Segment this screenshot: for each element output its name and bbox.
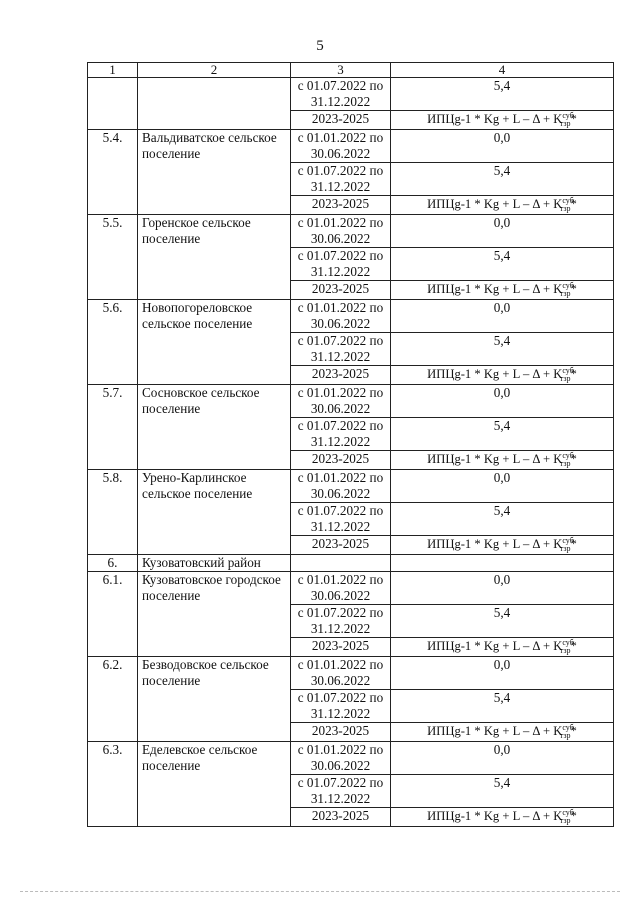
header-col-3: 3 xyxy=(291,63,391,78)
district-row xyxy=(88,555,614,572)
header-col-1: 1 xyxy=(88,63,138,78)
period-cell: 2023-2025 xyxy=(291,536,391,555)
row-number: 5.7. xyxy=(88,385,138,470)
period-cell: 2023-2025 xyxy=(291,808,391,827)
row-name: Вальдиватское сельское поселение xyxy=(138,130,291,215)
formula-main: ИПЦg-1 * Kg + L – Δ + K xyxy=(427,724,563,738)
row-name xyxy=(138,78,291,130)
period-cell: с 01.01.2022 по 30.06.2022 xyxy=(291,657,391,690)
formula-sup: суб xyxy=(562,723,574,732)
formula-cell xyxy=(391,111,614,130)
period-cell: с 01.07.2022 по 31.12.2022 xyxy=(291,163,391,196)
row-name: Новопогореловское сельское поселение xyxy=(138,300,291,385)
formula-sub: тзр xyxy=(559,459,571,468)
period-cell: с 01.07.2022 по 31.12.2022 xyxy=(291,690,391,723)
period-cell: с 01.07.2022 по 31.12.2022 xyxy=(291,333,391,366)
value-cell: 5,4 xyxy=(391,248,614,281)
row-number: 6.2. xyxy=(88,657,138,742)
formula-main: ИПЦg-1 * Kg + L – Δ + K xyxy=(427,197,563,211)
period-cell: 2023-2025 xyxy=(291,281,391,300)
period-cell: с 01.07.2022 по 31.12.2022 xyxy=(291,775,391,808)
row-name: Сосновское сельское поселение xyxy=(138,385,291,470)
formula-sup: суб xyxy=(562,451,574,460)
table-row xyxy=(88,215,614,248)
period-cell: с 01.01.2022 по 30.06.2022 xyxy=(291,742,391,775)
row-name: Кузоватовское городское поселение xyxy=(138,572,291,657)
period-cell: с 01.01.2022 по 30.06.2022 xyxy=(291,470,391,503)
formula-sub: тзр xyxy=(559,544,571,553)
value-cell: 0,0 xyxy=(391,470,614,503)
formula-tail: * xyxy=(570,537,577,551)
row-name: Урено-Карлинское сельское поселение xyxy=(138,470,291,555)
formula-cell xyxy=(391,196,614,215)
row-number: 6.3. xyxy=(88,742,138,827)
value-cell: 0,0 xyxy=(391,300,614,333)
formula-main: ИПЦg-1 * Kg + L – Δ + K xyxy=(427,112,563,126)
formula-sub: тзр xyxy=(559,816,571,825)
formula-sup: суб xyxy=(562,196,574,205)
table-row xyxy=(88,572,614,605)
period-cell: 2023-2025 xyxy=(291,196,391,215)
value-cell: 0,0 xyxy=(391,657,614,690)
header-row xyxy=(88,63,614,78)
period-cell: 2023-2025 xyxy=(291,723,391,742)
formula-sup: суб xyxy=(562,366,574,375)
formula-main: ИПЦg-1 * Kg + L – Δ + K xyxy=(427,452,563,466)
formula-sub: тзр xyxy=(559,289,571,298)
period-cell: 2023-2025 xyxy=(291,111,391,130)
row-number: 5.5. xyxy=(88,215,138,300)
formula-sub: тзр xyxy=(559,374,571,383)
value-cell: 5,4 xyxy=(391,690,614,723)
period-cell: с 01.01.2022 по 30.06.2022 xyxy=(291,385,391,418)
formula-sub: тзр xyxy=(559,119,571,128)
formula-main: ИПЦg-1 * Kg + L – Δ + K xyxy=(427,537,563,551)
period-cell: 2023-2025 xyxy=(291,451,391,470)
formula-tail: * xyxy=(570,452,577,466)
table-row xyxy=(88,742,614,775)
table-row xyxy=(88,130,614,163)
formula-cell xyxy=(391,808,614,827)
formula-sup: суб xyxy=(562,111,574,120)
formula-cell xyxy=(391,723,614,742)
period-cell: с 01.01.2022 по 30.06.2022 xyxy=(291,215,391,248)
header-col-4: 4 xyxy=(391,63,614,78)
row-name: Еделевское сельское поселение xyxy=(138,742,291,827)
period-cell: 2023-2025 xyxy=(291,366,391,385)
period-cell: с 01.07.2022 по 31.12.2022 xyxy=(291,605,391,638)
table-row xyxy=(88,385,614,418)
period-cell: с 01.07.2022 по 31.12.2022 xyxy=(291,78,391,111)
row-number: 6.1. xyxy=(88,572,138,657)
formula-sup: суб xyxy=(562,808,574,817)
row-name: Безводовское сельское поселение xyxy=(138,657,291,742)
value-cell: 5,4 xyxy=(391,775,614,808)
value-cell: 5,4 xyxy=(391,503,614,536)
formula-tail: * xyxy=(570,639,577,653)
row-number: 5.6. xyxy=(88,300,138,385)
formula-cell xyxy=(391,451,614,470)
formula-sub: тзр xyxy=(559,731,571,740)
value-cell: 0,0 xyxy=(391,572,614,605)
value-cell: 5,4 xyxy=(391,418,614,451)
formula-sup: суб xyxy=(562,638,574,647)
table-row xyxy=(88,78,614,111)
formula-sub: тзр xyxy=(559,646,571,655)
period-cell: с 01.07.2022 по 31.12.2022 xyxy=(291,248,391,281)
value-cell: 5,4 xyxy=(391,163,614,196)
value-cell: 0,0 xyxy=(391,385,614,418)
row-number: 5.4. xyxy=(88,130,138,215)
formula-tail: * xyxy=(570,282,577,296)
formula-main: ИПЦg-1 * Kg + L – Δ + K xyxy=(427,367,563,381)
formula-cell xyxy=(391,366,614,385)
row-number: 5.8. xyxy=(88,470,138,555)
value-cell: 5,4 xyxy=(391,78,614,111)
period-cell: 2023-2025 xyxy=(291,638,391,657)
row-number xyxy=(88,78,138,130)
table-row xyxy=(88,300,614,333)
period-cell: с 01.01.2022 по 30.06.2022 xyxy=(291,572,391,605)
formula-main: ИПЦg-1 * Kg + L – Δ + K xyxy=(427,282,563,296)
row-name: Горенское сельское поселение xyxy=(138,215,291,300)
empty-cell xyxy=(291,555,391,572)
page-number: 5 xyxy=(316,38,324,54)
row-number: 6. xyxy=(88,555,138,572)
formula-main: ИПЦg-1 * Kg + L – Δ + K xyxy=(427,639,563,653)
value-cell: 0,0 xyxy=(391,130,614,163)
formula-tail: * xyxy=(570,809,577,823)
scan-edge-line xyxy=(20,891,620,893)
value-cell: 5,4 xyxy=(391,333,614,366)
header-col-2: 2 xyxy=(138,63,291,78)
formula-main: ИПЦg-1 * Kg + L – Δ + K xyxy=(427,809,563,823)
formula-cell xyxy=(391,536,614,555)
formula-cell xyxy=(391,638,614,657)
formula-tail: * xyxy=(570,367,577,381)
tariff-table xyxy=(87,62,614,827)
table-row xyxy=(88,657,614,690)
formula-sup: суб xyxy=(562,536,574,545)
period-cell: с 01.01.2022 по 30.06.2022 xyxy=(291,300,391,333)
formula-cell xyxy=(391,281,614,300)
district-name: Кузоватовский район xyxy=(138,555,291,572)
table-row xyxy=(88,470,614,503)
period-cell: с 01.07.2022 по 31.12.2022 xyxy=(291,418,391,451)
formula-tail: * xyxy=(570,724,577,738)
period-cell: с 01.01.2022 по 30.06.2022 xyxy=(291,130,391,163)
empty-cell xyxy=(391,555,614,572)
formula-sub: тзр xyxy=(559,204,571,213)
period-cell: с 01.07.2022 по 31.12.2022 xyxy=(291,503,391,536)
value-cell: 0,0 xyxy=(391,215,614,248)
formula-tail: * xyxy=(570,112,577,126)
value-cell: 0,0 xyxy=(391,742,614,775)
formula-tail: * xyxy=(570,197,577,211)
value-cell: 5,4 xyxy=(391,605,614,638)
formula-sup: суб xyxy=(562,281,574,290)
